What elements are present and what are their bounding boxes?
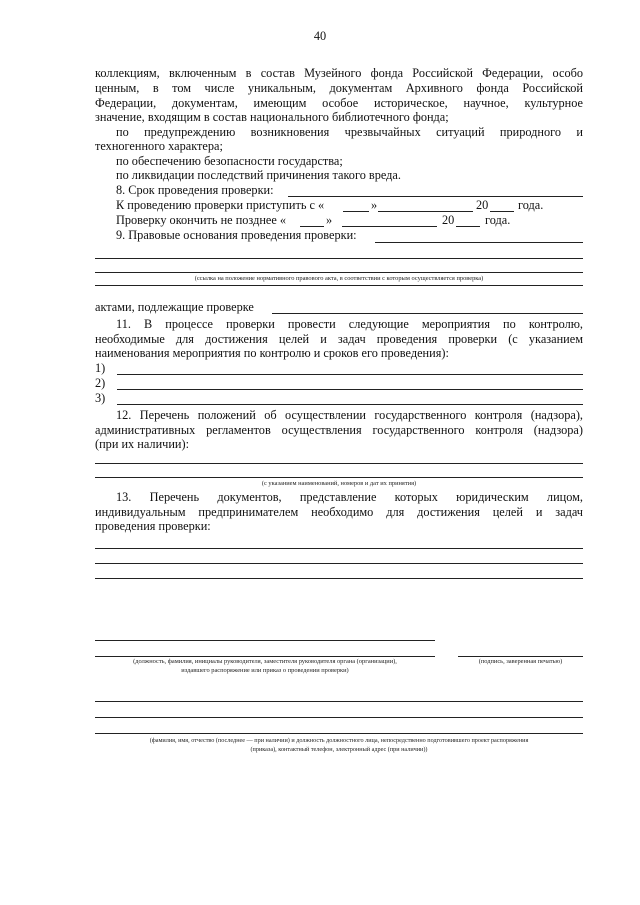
measure-field-2[interactable]	[117, 389, 583, 390]
start-year-suffix: года.	[518, 198, 544, 212]
preparer-caption-2: (приказа), контактный телефон, электронный адрес (при наличии))	[250, 746, 428, 753]
item12-caption: (с указанием наименований, номеров и дат их принятия)	[261, 480, 417, 487]
official-caption-2: издавшего распоряжение или приказ о проведении проверки)	[181, 667, 349, 674]
item8-start-prefix: К проведению проверки приступить с «	[116, 198, 325, 212]
preparer-field-3[interactable]	[95, 733, 583, 734]
preparer-caption-1: (фамилия, имя, отчество (последнее — при наличии) и должность должностного лица, непосредственно подготовившего проект распоряжения	[149, 737, 529, 744]
intro-line-3: Федерации, документам, имеющим особое историческое, научное, культурное	[95, 96, 583, 110]
list-number-1: 1)	[95, 361, 106, 375]
item9-label: 9. Правовые основания проведения проверки:	[116, 228, 357, 242]
page-number: 40	[313, 29, 327, 43]
item8-duration-field[interactable]	[288, 196, 583, 197]
official-field-1[interactable]	[95, 640, 435, 641]
item9-field-1[interactable]	[375, 242, 583, 243]
item9-field-2[interactable]	[95, 258, 583, 259]
item12-line-3: (при их наличии):	[95, 437, 190, 451]
item11-line-2: необходимые для достижения целей и задач проведения проверки (с указанием	[95, 332, 583, 346]
list-number-2: 2)	[95, 376, 106, 390]
list-number-3: 3)	[95, 391, 106, 405]
item12-field-2[interactable]	[95, 477, 583, 478]
official-field-2[interactable]	[95, 656, 435, 657]
start-month-field[interactable]	[378, 211, 473, 212]
signature-caption: (подпись, заверенная печатью)	[478, 658, 563, 665]
preparer-field-2[interactable]	[95, 717, 583, 718]
emergency-line-2: техногенного характера;	[95, 139, 223, 153]
liquidation-line: по ликвидации последствий причинения такого вреда.	[116, 168, 401, 182]
item12-field-1[interactable]	[95, 463, 583, 464]
emergency-line-1: по предупреждению возникновения чрезвычайных ситуаций природного и	[116, 125, 583, 139]
start-quote-close: »	[371, 198, 378, 212]
end-quote-close: »	[326, 213, 333, 227]
acts-field[interactable]	[272, 313, 583, 314]
start-year-field[interactable]	[490, 211, 514, 212]
item13-line-3: проведения проверки:	[95, 519, 211, 533]
measure-field-3[interactable]	[117, 404, 583, 405]
item8-end-prefix: Проверку окончить не позднее «	[116, 213, 287, 227]
security-line: по обеспечению безопасности государства;	[116, 154, 343, 168]
end-year-field[interactable]	[456, 226, 480, 227]
start-day-field[interactable]	[343, 211, 369, 212]
item12-line-1: 12. Перечень положений об осуществлении государственного контроля (надзора),	[116, 408, 583, 422]
end-year-suffix: года.	[485, 213, 511, 227]
item11-line-3: наименования мероприятия по контролю и сроков его проведения):	[95, 346, 449, 360]
end-day-field[interactable]	[300, 226, 324, 227]
acts-label: актами, подлежащие проверке	[95, 300, 254, 314]
signature-field[interactable]	[458, 656, 583, 657]
item9-field-3[interactable]	[95, 272, 583, 273]
item8-label: 8. Срок проведения проверки:	[116, 183, 274, 197]
item9-caption: (ссылка на положение нормативного правового акта, в соответствии с которым осуществляется проверка)	[194, 275, 484, 282]
item13-field-2[interactable]	[95, 563, 583, 564]
item13-line-2: индивидуальным предпринимателем необходимо для достижения целей и задач	[95, 505, 583, 519]
intro-line-4: значение, входящим в состав национального библиотечного фонда;	[95, 110, 449, 124]
item13-field-1[interactable]	[95, 548, 583, 549]
item13-line-1: 13. Перечень документов, представление которых юридическим лицом,	[116, 490, 583, 504]
official-caption-1: (должность, фамилия, инициалы руководителя, заместителя руководителя органа (организации),	[133, 658, 397, 665]
start-year-prefix: 20	[476, 198, 489, 212]
item9-field-4[interactable]	[95, 285, 583, 286]
preparer-field-1[interactable]	[95, 701, 583, 702]
end-year-prefix: 20	[442, 213, 455, 227]
measure-field-1[interactable]	[117, 374, 583, 375]
item12-line-2: административных регламентов осуществления государственного контроля (надзора)	[95, 423, 583, 437]
item13-field-3[interactable]	[95, 578, 583, 579]
item11-line-1: 11. В процессе проверки провести следующие мероприятия по контролю,	[116, 317, 583, 331]
end-month-field[interactable]	[342, 226, 437, 227]
intro-line-1: коллекциям, включенным в состав Музейного фонда Российской Федерации, особо	[95, 66, 583, 80]
intro-line-2: ценным, в том числе уникальным, документам Архивного фонда Российской	[95, 81, 583, 95]
